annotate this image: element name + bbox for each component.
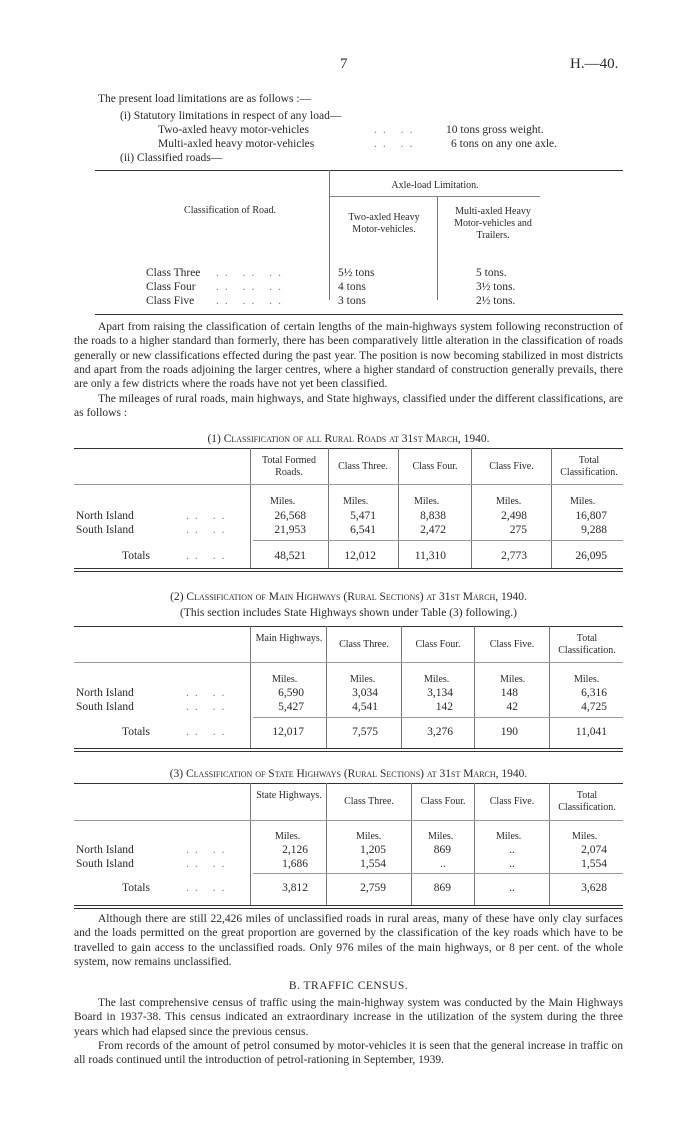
- column-rule: [250, 448, 251, 568]
- table-cell: 148: [500, 687, 518, 699]
- section-heading: B. TRAFFIC CENSUS.: [288, 980, 409, 992]
- unit-label: Miles.: [424, 674, 450, 685]
- axle-group-header: Axle-load Limitation.: [391, 180, 479, 191]
- row-label: South Island: [76, 701, 134, 713]
- table-cell: 869: [433, 844, 451, 856]
- table-cell: 6,316: [581, 687, 607, 699]
- column-rule: [437, 196, 438, 300]
- table3-title: (3) Classification of State Highways (Rural Sections) at 31st March, 1940.: [169, 768, 528, 780]
- table-rule: [95, 170, 623, 171]
- column-header: Class Five.: [489, 461, 534, 472]
- table-rule: [74, 626, 623, 627]
- total-cell: 3,628: [581, 882, 607, 894]
- road-class-header: Classification of Road.: [184, 205, 276, 216]
- column-header: Class Four.: [412, 461, 458, 472]
- multi-axled-header: Multi-axled Heavy Motor-vehicles and Trailers.: [454, 206, 532, 241]
- unit-label: Miles.: [356, 831, 382, 842]
- subtotal-rule: [253, 540, 623, 541]
- column-rule: [328, 448, 329, 568]
- leader-dots: .. ..: [186, 524, 231, 536]
- statutory-row-value: 10 tons gross weight.: [446, 124, 544, 136]
- subtotal-rule: [253, 873, 623, 874]
- table-cell: 2,472: [420, 524, 446, 536]
- leader-dots: .. .. ..: [216, 267, 287, 279]
- total-cell: 190: [500, 726, 518, 738]
- unit-label: Miles.: [272, 674, 298, 685]
- column-rule: [474, 783, 475, 905]
- unit-label: Miles.: [350, 674, 376, 685]
- total-cell: 2,773: [501, 550, 527, 562]
- leader-dots: .. .. ..: [216, 295, 287, 307]
- table-cell: ..: [509, 844, 515, 856]
- unit-label: Miles.: [500, 674, 526, 685]
- totals-label: Totals: [122, 882, 150, 894]
- leader-dots: .. ..: [186, 726, 231, 738]
- table-bottom-rule: [74, 905, 623, 909]
- header-rule: [74, 662, 623, 663]
- table-bottom-rule: [74, 748, 623, 752]
- column-rule: [326, 783, 327, 905]
- unit-label: Miles.: [414, 496, 440, 507]
- table-cell: 26,568: [274, 510, 306, 522]
- table-rule: [74, 448, 623, 449]
- unit-label: Miles.: [343, 496, 369, 507]
- paragraph-petrol: From records of the amount of petrol consumed by motor-vehicles it is seen that the general increase in traffic on all roads continued until the introduction of petrol-rationing in September, 1939.: [74, 1040, 623, 1067]
- unit-label: Miles.: [428, 831, 454, 842]
- column-rule: [250, 626, 251, 748]
- table2-subtitle: (This section includes State Highways shown under Table (3) following.): [180, 607, 517, 619]
- unit-label: Miles.: [275, 831, 301, 842]
- header-rule: [74, 484, 623, 485]
- unit-label: Miles.: [572, 831, 598, 842]
- statutory-row-value: 6 tons on any one axle.: [451, 138, 558, 150]
- unit-label: Miles.: [496, 496, 522, 507]
- multi-axled-value: 3½ tons.: [476, 281, 516, 293]
- column-header: Total Classification.: [558, 790, 616, 813]
- table-bottom-rule: [74, 568, 623, 572]
- two-axled-value: 3 tons: [338, 295, 366, 307]
- table-cell: 5,427: [278, 701, 304, 713]
- two-axled-value: 5½ tons: [338, 267, 375, 279]
- table-cell: 8,838: [420, 510, 446, 522]
- table-cell: 4,725: [581, 701, 607, 713]
- row-label: North Island: [76, 687, 134, 699]
- column-header: Total Classification.: [560, 455, 618, 478]
- column-rule: [250, 783, 251, 905]
- table-cell: 275: [509, 524, 527, 536]
- total-cell: 11,041: [575, 726, 607, 738]
- table-cell: 2,074: [581, 844, 607, 856]
- column-rule: [411, 783, 412, 905]
- column-header: Class Three.: [344, 796, 394, 807]
- table-cell: 16,807: [575, 510, 607, 522]
- table-cell: 1,554: [360, 858, 386, 870]
- leader-dots: .. .. ..: [216, 281, 287, 293]
- row-label: North Island: [76, 844, 134, 856]
- total-cell: 3,812: [282, 882, 308, 894]
- total-cell: 12,012: [344, 550, 376, 562]
- table-cell: 2,498: [501, 510, 527, 522]
- total-cell: 7,575: [352, 726, 378, 738]
- totals-label: Totals: [122, 550, 150, 562]
- table2-title: (2) Classification of Main Highways (Rural Sections) at 31st March, 1940.: [170, 591, 527, 603]
- table-cell: ..: [440, 858, 446, 870]
- multi-axled-value: 5 tons.: [476, 267, 507, 279]
- total-cell: ..: [509, 882, 515, 894]
- leader-dots: .. ..: [374, 124, 419, 136]
- paragraph-unclassified: Although there are still 22,426 miles of unclassified roads in rural areas, many of these have only clay surfaces and the loads permitted on the great proportion are governed by the classification of the key roads which have to be travelled to gain access to the unclassified roads. Only 976 miles of the main highways, or 8 per cent. of the whole system, now remains unclassified.: [74, 913, 623, 968]
- intro-line: The present load limitations are as follows :—: [98, 93, 312, 105]
- column-rule: [401, 626, 402, 748]
- table-cell: 42: [506, 701, 518, 713]
- table-cell: 4,541: [352, 701, 378, 713]
- row-label: North Island: [76, 510, 134, 522]
- unit-label: Miles.: [574, 674, 600, 685]
- totals-label: Totals: [122, 726, 150, 738]
- table-cell: 6,590: [278, 687, 304, 699]
- axle-row-label: Class Three: [146, 267, 201, 279]
- total-cell: 48,521: [274, 550, 306, 562]
- total-cell: 869: [433, 882, 451, 894]
- column-header: Class Three.: [338, 461, 388, 472]
- axle-row-label: Class Five: [146, 295, 195, 307]
- column-rule: [549, 626, 550, 748]
- leader-dots: .. ..: [186, 858, 231, 870]
- table-cell: 142: [435, 701, 453, 713]
- leader-dots: .. ..: [186, 510, 231, 522]
- table-cell: 5,471: [350, 510, 376, 522]
- classified-roads-label: (ii) Classified roads—: [120, 152, 223, 164]
- statutory-row-label: Two-axled heavy motor-vehicles: [158, 124, 309, 136]
- total-cell: 12,017: [272, 726, 304, 738]
- table-cell: 3,134: [427, 687, 453, 699]
- column-rule: [471, 448, 472, 568]
- row-label: South Island: [76, 524, 134, 536]
- total-cell: 2,759: [360, 882, 386, 894]
- column-header: State Highways.: [256, 790, 322, 801]
- table-cell: 3,034: [352, 687, 378, 699]
- two-axled-header: Two-axled Heavy Motor-vehicles.: [348, 212, 420, 235]
- table-rule: [74, 783, 623, 784]
- table-cell: 6,541: [350, 524, 376, 536]
- page-number: 7: [340, 56, 348, 72]
- group-rule: [330, 196, 540, 197]
- column-header: Class Five.: [489, 639, 535, 650]
- statutory-row-label: Multi-axled heavy motor-vehicles: [158, 138, 315, 150]
- table-cell: 1,554: [581, 858, 607, 870]
- column-header: Total Formed Roads.: [261, 455, 316, 478]
- column-header: Class Three.: [339, 639, 389, 650]
- table-cell: ..: [509, 858, 515, 870]
- table1-title: (1) Classification of all Rural Roads at 31st March, 1940.: [207, 433, 490, 445]
- leader-dots: .. ..: [186, 550, 231, 562]
- leader-dots: .. ..: [186, 844, 231, 856]
- paragraph-mileages: The mileages of rural roads, main highways, and State highways, classified under the different classifications, are as follows :: [74, 393, 623, 420]
- total-cell: 11,310: [414, 550, 446, 562]
- column-rule: [551, 448, 552, 568]
- column-header: Class Four.: [415, 639, 461, 650]
- total-cell: 3,276: [427, 726, 453, 738]
- multi-axled-value: 2½ tons.: [476, 295, 516, 307]
- document-reference: H.—40.: [570, 56, 619, 72]
- leader-dots: .. ..: [186, 882, 231, 894]
- paragraph-classification: Apart from raising the classification of certain lengths of the main-highways system following reconstruction of the roads to a higher standard than formerly, there has been comparatively little alteration in the classification of roads generally or new classifications effected during the past year. The position is now becoming stabilized in most districts and apart from the roads adjoining the larger centres, where a higher standard of construction generally prevails, there are only a few districts where the roads have not yet been classified.: [74, 321, 623, 391]
- leader-dots: .. ..: [186, 701, 231, 713]
- column-rule: [398, 448, 399, 568]
- column-header: Class Four.: [420, 796, 466, 807]
- column-rule: [474, 626, 475, 748]
- column-rule: [326, 626, 327, 748]
- table-cell: 21,953: [274, 524, 306, 536]
- total-cell: 26,095: [575, 550, 607, 562]
- axle-row-label: Class Four: [146, 281, 196, 293]
- column-header: Class Five.: [489, 796, 535, 807]
- paragraph-census: The last comprehensive census of traffic using the main-highway system was conducted by the Main Highways Board in 1937-38. This census indicated an extraordinary increase in the utilization of the system during the three years which had elapsed since the previous census.: [74, 997, 623, 1038]
- table-cell: 9,288: [581, 524, 607, 536]
- two-axled-value: 4 tons: [338, 281, 366, 293]
- unit-label: Miles.: [570, 496, 596, 507]
- table-cell: 1,205: [360, 844, 386, 856]
- column-header: Total Classification.: [558, 633, 616, 656]
- row-label: South Island: [76, 858, 134, 870]
- column-rule: [549, 783, 550, 905]
- header-rule: [74, 820, 623, 821]
- subtotal-rule: [253, 717, 623, 718]
- leader-dots: .. ..: [374, 138, 419, 150]
- unit-label: Miles.: [496, 831, 522, 842]
- table-cell: 1,686: [282, 858, 308, 870]
- leader-dots: .. ..: [186, 687, 231, 699]
- table-cell: 2,126: [282, 844, 308, 856]
- unit-label: Miles.: [270, 496, 296, 507]
- column-header: Main Highways.: [255, 633, 323, 644]
- statutory-label: (i) Statutory limitations in respect of any load—: [120, 110, 342, 122]
- table-rule: [95, 314, 623, 315]
